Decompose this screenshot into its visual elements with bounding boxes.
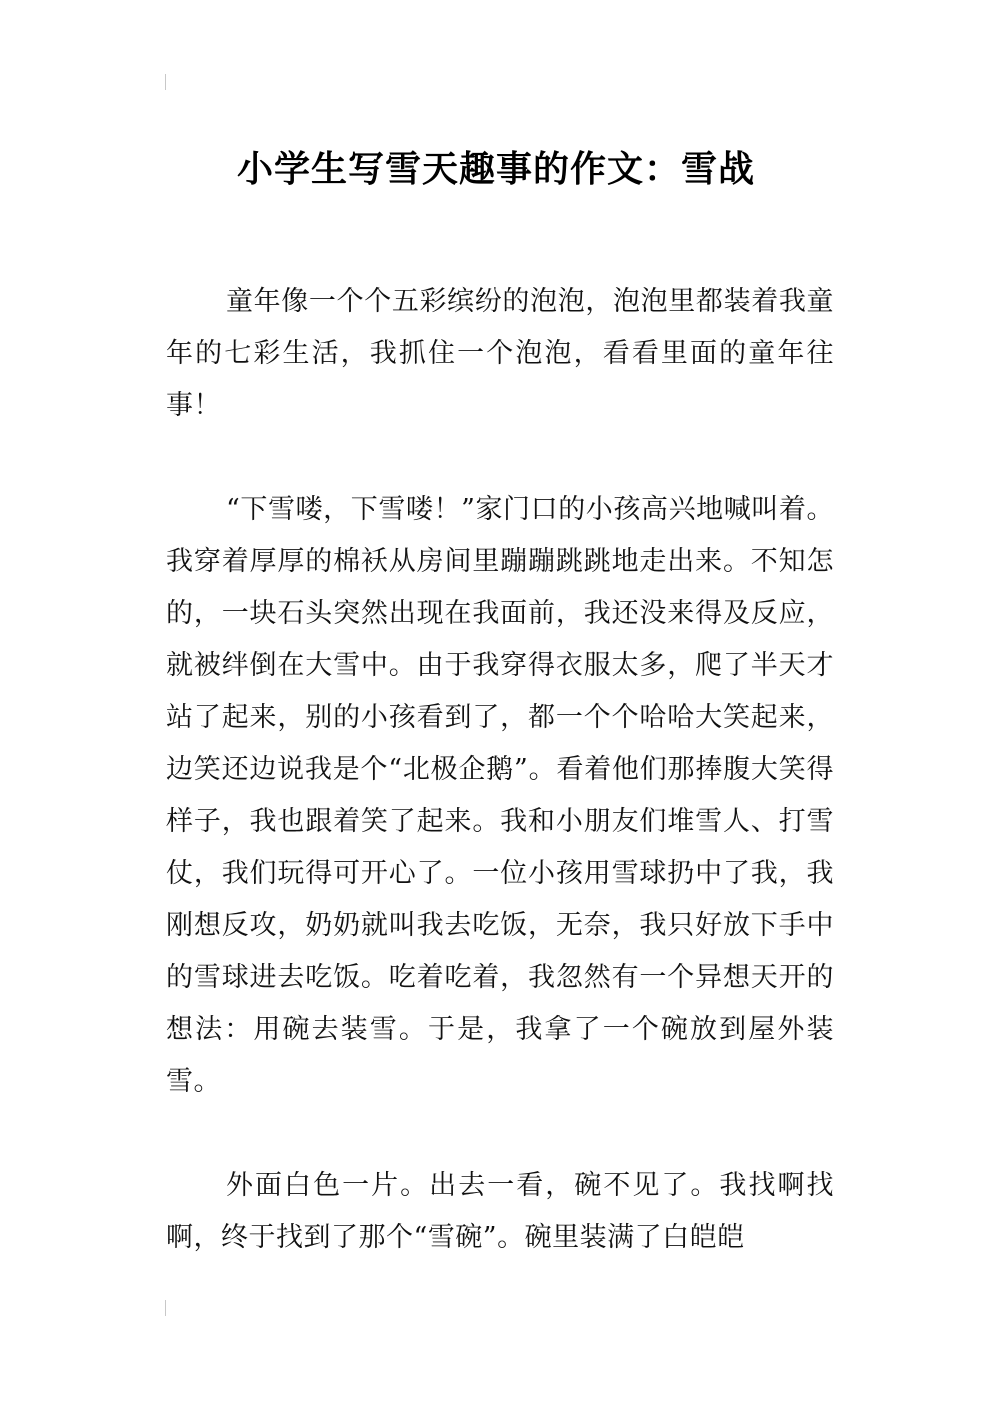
paragraph-3: 外面白色一片。出去一看，碗不见了。我找啊找啊，终于找到了那个“雪碗”。碗里装满了白皑皑 xyxy=(166,1170,834,1253)
paragraph-2: “下雪喽，下雪喽！”家门口的小孩高兴地喊叫着。我穿着厚厚的棉袄从房间里蹦蹦跳跳地走出来。不知怎的，一块石头突然出现在我面前，我还没来得及反应，就被绊倒在大雪中。由于我穿得衣服太多，爬了半天才站了起来，别的小孩看到了，都一个个哈哈大笑起来，边笑还边说我是个“北极企鹅”。看着他们那捧腹大笑得样子，我也跟着笑了起来。我和小朋友们堆雪人、打雪仗，我们玩得可开心了。一位小孩用雪球扔中了我，我刚想反攻，奶奶就叫我去吃饭，无奈，我只好放下手中的雪球进去吃饭。吃着吃着，我忽然有一个异想天开的想法：用碗去装雪。于是，我拿了一个碗放到屋外装雪。 xyxy=(166,494,834,1097)
document-body xyxy=(166,276,834,1264)
page-corner-mark-bottom xyxy=(165,1300,166,1316)
paragraph-1: 童年像一个个五彩缤纷的泡泡，泡泡里都装着我童年的七彩生活，我抓住一个泡泡，看看里面的童年往事！ xyxy=(166,286,834,421)
document-title: 小学生写雪天趣事的作文：雪战 xyxy=(236,149,755,191)
page-corner-mark-top xyxy=(165,74,166,90)
